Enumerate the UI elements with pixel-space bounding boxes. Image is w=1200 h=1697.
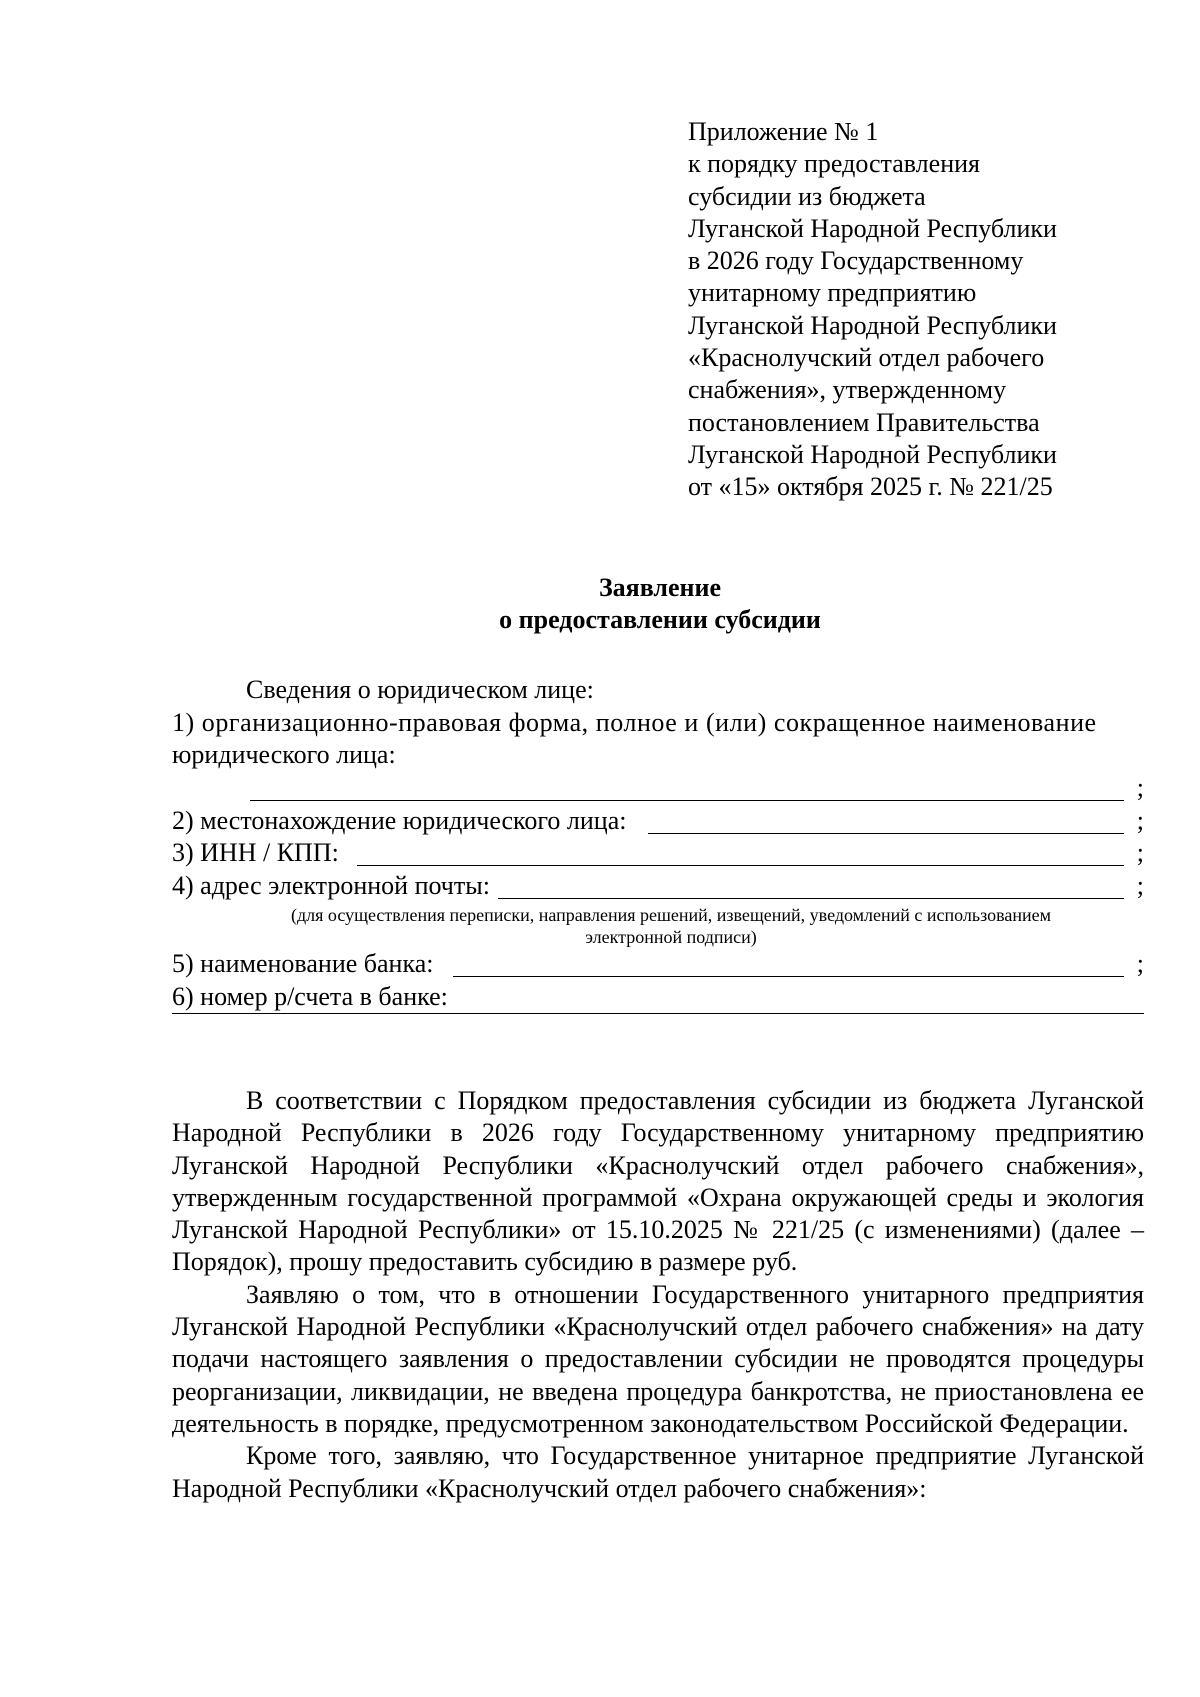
semicolon: ; (1136, 949, 1144, 978)
item3-field-row (172, 837, 1144, 870)
appendix-line: Приложение № 1 (688, 117, 879, 146)
document-subtitle: о предоставлении субсидии (499, 605, 821, 634)
appendix-line: снабжения», утвержденному (688, 375, 1007, 405)
semicolon: ; (1136, 870, 1144, 900)
bank-name-label: 5) наименование банка: (172, 949, 434, 978)
legal-entity-form (172, 674, 1144, 1014)
appendix-line: Луганской Народной Республики (688, 310, 1057, 340)
appendix-line: к порядку предоставления (688, 149, 980, 179)
account-number-label: 6) номер р/счета в банке: (172, 981, 448, 1011)
bank-name-field[interactable] (453, 952, 1124, 977)
appendix-line: «Краснолучский отдел рабочего (688, 343, 1045, 373)
appendix-line: Луганской Народной Республики (688, 213, 1057, 243)
appendix-line: Луганской Народной Республики (688, 439, 1057, 469)
item5-field-row (172, 948, 1144, 981)
email-field[interactable] (498, 874, 1124, 899)
paragraph-additional: Кроме того, заявляю, что Государственное унитарное предприятие Луганской Народной Республики «Краснолучский отдел рабочего снабжения»: (172, 1441, 1144, 1503)
paragraph-request: В соответствии с Порядком предоставления субсидии из бюджета Луганской Народной Республики в 2026 году Государственному унитарному предприятию Луганской Народной Республики «Краснолучский отдел рабочего снабжения», утвержденным государственной программой «Охрана окружающей среды и экология Луганской Народной Республики» от 15.10.2025 № 221/25 (с изменениями) (далее – Порядок), прошу предоставить субсидию в размере руб. (172, 1086, 1144, 1277)
appendix-line: постановлением Правительства (688, 407, 1040, 437)
document-title: Заявление (598, 573, 722, 602)
semicolon: ; (1136, 838, 1144, 867)
item1-label-line1 (172, 707, 1144, 740)
item1-label-line2: юридического лица: (172, 740, 396, 769)
location-field[interactable] (648, 809, 1124, 834)
semicolon: ; (1136, 805, 1144, 835)
item1-label: 1) организационно-правовая форма, полное и (или) сокращенное наименование (172, 707, 1097, 737)
email-note-line2: электронной подписи) (585, 926, 757, 947)
appendix-line: субсидии из бюджета (688, 181, 926, 211)
semicolon: ; (1136, 773, 1144, 802)
inn-kpp-field[interactable] (357, 841, 1124, 866)
appendix-line: унитарному предприятию (688, 278, 977, 308)
email-note-line1: (для осуществления переписки, направления решений, извещений, уведомлений с использованием (290, 904, 1051, 925)
email-label: 4) адрес электронной почты: (172, 870, 490, 900)
inn-kpp-label: 3) ИНН / КПП: (172, 838, 339, 867)
organization-name-field[interactable] (250, 776, 1124, 801)
appendix-line: от «15» октября 2025 г. № 221/25 (688, 472, 1053, 502)
item6-field-row[interactable] (172, 980, 1144, 1014)
statement-body (172, 1085, 1144, 1505)
form-intro: Сведения о юридическом лице: (246, 675, 594, 704)
item2-field-row (172, 804, 1144, 837)
appendix-block (688, 116, 1168, 504)
location-label: 2) местонахождение юридического лица: (172, 805, 627, 835)
email-note (172, 904, 1144, 948)
item1-field-row (172, 772, 1144, 805)
paragraph-declaration: Заявляю о том, что в отношении Государственного унитарного предприятия Луганской Народной Республики «Краснолучский отдел рабочего снабжения» на дату подачи настоящего заявления о предоставлении субсидии не проводятся процедуры реорганизации, ликвидации, не введена процедура банкротства, не приостановлена ее деятельность в порядке, предусмотренном законодательством Российской Федерации. (172, 1279, 1144, 1438)
item4-field-row (172, 869, 1144, 902)
appendix-line: в 2026 году Государственному (688, 246, 1024, 276)
